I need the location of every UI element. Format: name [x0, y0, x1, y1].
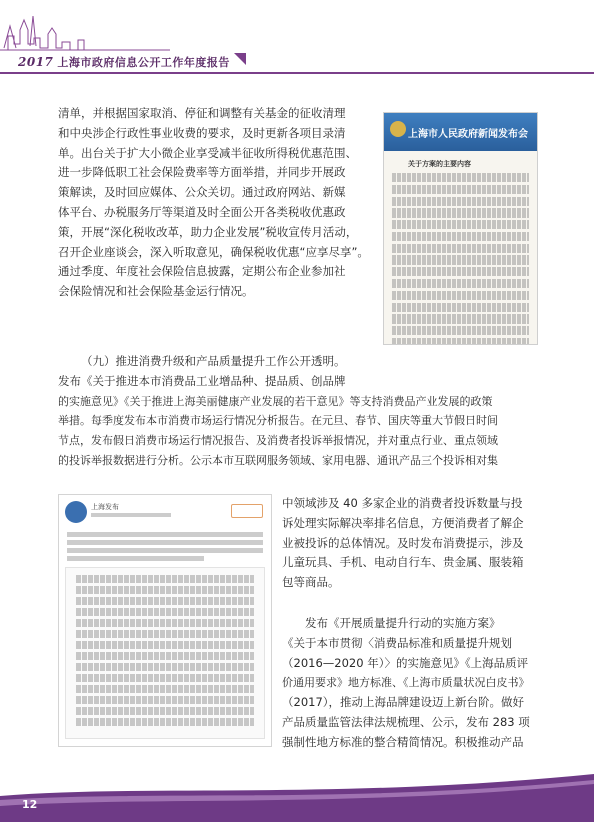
press-conference-image: [383, 112, 538, 345]
header-rule: [0, 72, 594, 74]
weibo-timestamp: [91, 513, 171, 517]
text-line: 价通用要求》地方标准、《上海市质量状况白皮书》: [282, 676, 530, 690]
text-line: 产品质量监管法律法规梳理、公示，发布 283 项: [282, 714, 530, 729]
weibo-post-image: [58, 494, 272, 747]
header-title-text: 上海市政府信息公开工作年度报告: [57, 56, 230, 69]
avatar: [65, 501, 87, 523]
text-line: 《关于本市贯彻〈消费品标准和质量提升规划: [282, 635, 512, 650]
text-line: 策解读，及时回应媒体、公众关切。通过政府网站、新媒: [58, 185, 346, 200]
header-title: [18, 54, 230, 70]
paragraph-consumption: [58, 352, 536, 471]
press-body-text: [384, 171, 537, 345]
text-line: 诉处理实际解决率排名信息，方便消费者了解企: [282, 515, 524, 530]
text-line: 和中央涉企行政性事业收费的要求，及时更新各项目录清: [58, 125, 346, 140]
emblem-icon: [390, 121, 406, 137]
follow-button: [231, 504, 263, 518]
text-line: 发布《关于推进本市消费品工业增品种、提品质、创品牌: [58, 373, 346, 388]
section-heading: （九）推进消费升级和产品质量提升工作公开透明。: [81, 354, 346, 368]
weibo-header: [59, 495, 271, 529]
text-line: 通过季度、年度社会保险信息披露，定期公布企业参加社: [58, 264, 346, 279]
paragraph-tax-policy: [58, 104, 378, 302]
text-line: 召开企业座谈会，深入听取意见，确保税收优惠“应享尽享”。: [58, 244, 369, 259]
weibo-post-text: [59, 532, 271, 561]
text-line: 会保险情况和社会保险基金运行情况。: [58, 284, 254, 299]
text-line: 策，开展“深化税收改革，助力企业发展”税收宣传月活动，: [58, 224, 358, 239]
text-line: 中领域涉及 40 多家企业的消费者投诉数量与投: [282, 496, 523, 510]
footer-swoosh-decoration: [0, 770, 594, 822]
text-line: 强制性地方标准的整合精简情况。积极推动产品: [282, 734, 524, 749]
text-line: 体平台、办税服务厅等渠道及时全面公开各类税收优惠政: [58, 204, 346, 219]
weibo-account-name: 上海发布: [91, 503, 119, 511]
text-line: 儿童玩具、手机、电动自行车、贵金属、服装箱: [282, 555, 524, 570]
page-number: 12: [22, 798, 38, 811]
paragraph-complaints: [282, 494, 536, 593]
text-line: 单。出台关于扩大小微企业享受减半征收所得税优惠范围、: [58, 145, 357, 160]
text-line: 的投诉举报数据进行分析。公示本市互联网服务领域、家用电器、通讯产品三个投诉相对集: [58, 453, 498, 467]
text-line: 发布《开展质量提升行动的实施方案》: [305, 616, 501, 630]
text-line: 进一步降低职工社会保险费率等方面举措，并同步开展政: [58, 165, 346, 180]
text-line: 业被投诉的总体情况。及时发布消费提示，涉及: [282, 535, 524, 550]
text-line: 的实施意见》《关于推进上海美丽健康产业发展的若干意见》等支持消费品产业发展的政策: [58, 394, 493, 408]
text-line: 举措。每季度发布本市消费市场运行情况分析报告。在元旦、春节、国庆等重大节假日时间: [58, 414, 498, 428]
text-line: 包等商品。: [282, 575, 340, 590]
weibo-article-card: [65, 567, 265, 739]
header-year: 2017: [18, 55, 54, 69]
paragraph-quality: [282, 614, 536, 753]
press-subtitle: 关于方案的主要内容: [408, 160, 471, 168]
text-line: 清单，并根据国家取消、停征和调整有关基金的征收清理: [58, 106, 346, 120]
corner-arrow-icon: [234, 53, 246, 65]
text-line: 节点，发布假日消费市场运行情况报告、及消费者投诉举报情况，并对重点行业、重点领域: [58, 434, 498, 448]
text-line: （2017），推动上海品牌建设迈上新台阶。做好: [282, 695, 525, 710]
press-banner: [384, 113, 537, 151]
press-banner-title: 上海市人民政府新闻发布会: [408, 129, 528, 140]
text-line: （2016—2020 年）〉的实施意见》《上海品质评: [282, 655, 529, 670]
